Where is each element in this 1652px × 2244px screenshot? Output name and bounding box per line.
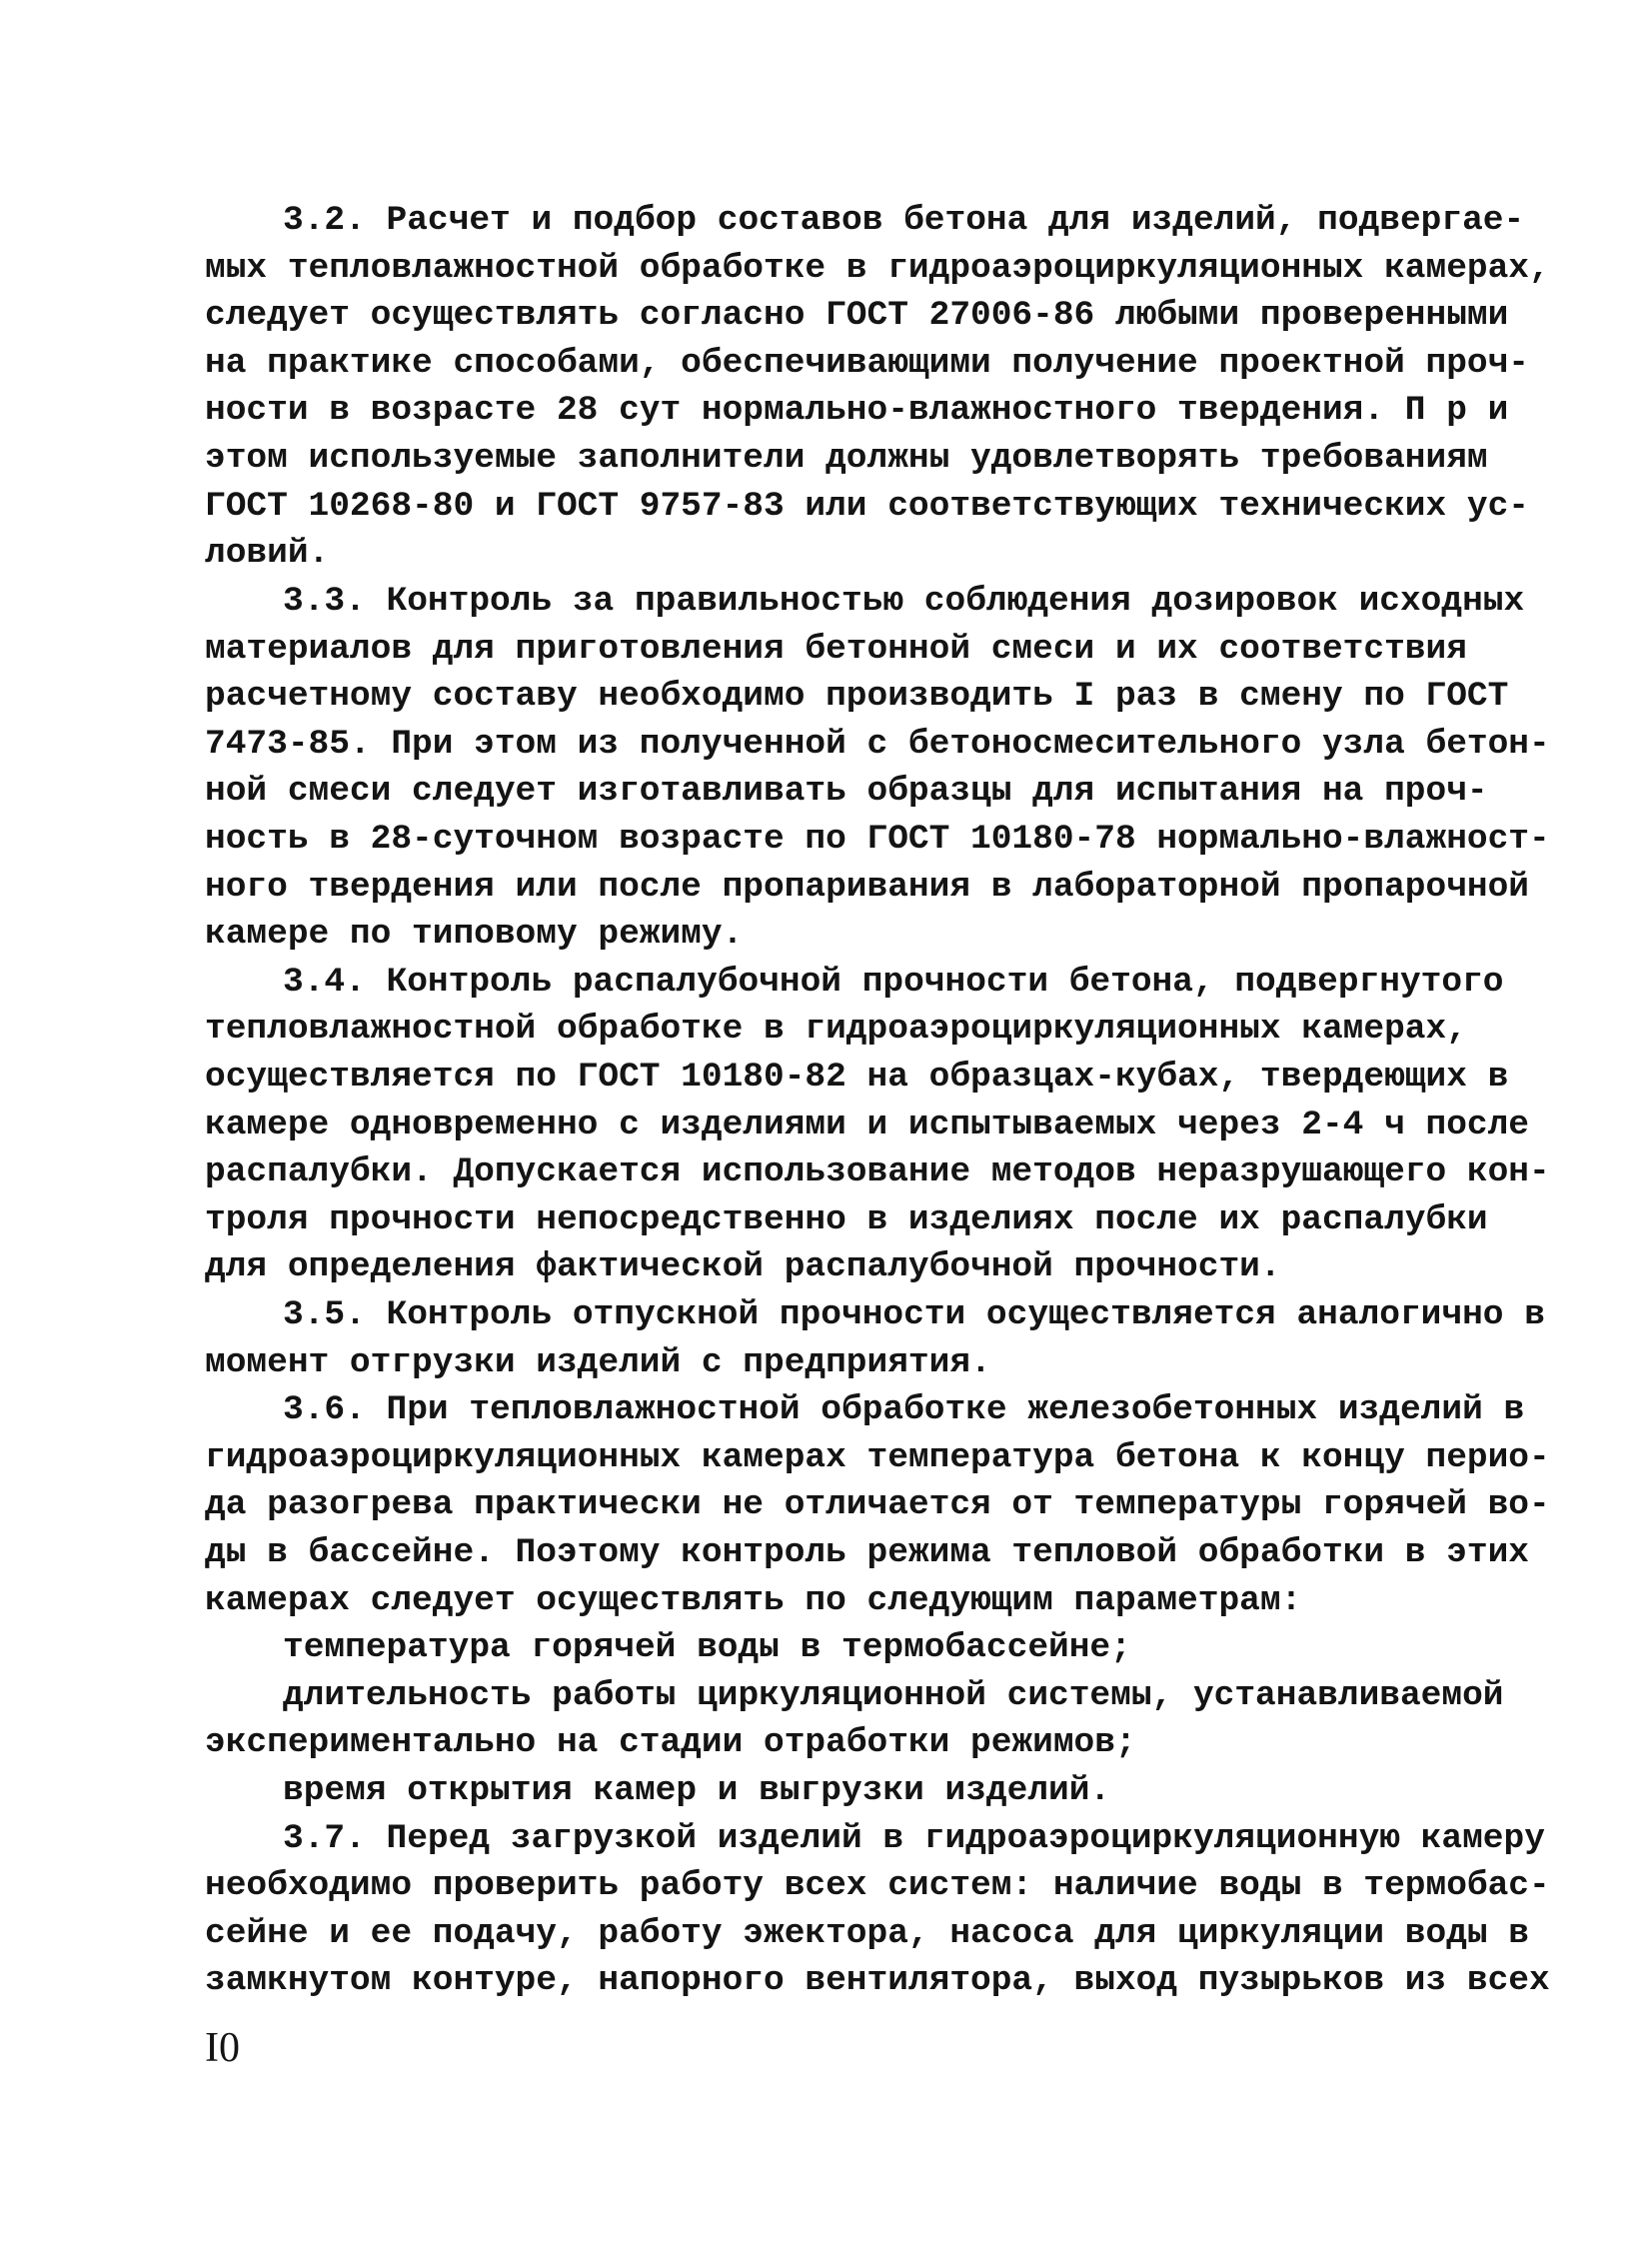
text-line: 3.6. При тепловлажностной обработке железобетонных изделий в — [283, 1390, 1525, 1429]
text-line: для определения фактической распалубочной прочности. — [205, 1247, 1281, 1286]
text-line: 3.3. Контроль за правильностью соблюдения дозировок исходных — [283, 582, 1525, 621]
text-line: ного твердения или после пропаривания в лабораторной пропарочной — [205, 868, 1530, 907]
text-line: 3.4. Контроль распалубочной прочности бетона, подвергнутого — [283, 963, 1504, 1002]
text-line: момент отгрузки изделий с предприятия. — [205, 1343, 991, 1382]
text-line: ности в возрасте 28 сут нормально-влажностного твердения. П р и — [205, 391, 1509, 430]
text-line: 3.7. Перед загрузкой изделий в гидроаэроциркуляционную камеру — [283, 1819, 1545, 1858]
text-line: распалубки. Допускается использование методов неразрушающего кон- — [205, 1152, 1550, 1191]
text-line: камерах следует осуществлять по следующим параметрам: — [205, 1581, 1302, 1620]
page-number: I0 — [205, 2025, 240, 2071]
text-line: необходимо проверить работу всех систем: наличие воды в термобас- — [205, 1866, 1550, 1905]
text-line: 7473-85. При этом из полученной с бетоносмесительного узла бетон- — [205, 725, 1550, 764]
text-line: экспериментально на стадии отработки режимов; — [205, 1723, 1136, 1762]
text-line: ГОСТ 10268-80 и ГОСТ 9757-83 или соответствующих технических ус- — [205, 487, 1530, 526]
text-line: мых тепловлажностной обработке в гидроаэроциркуляционных камерах, — [205, 249, 1550, 288]
text-line: 3.2. Расчет и подбор составов бетона для изделий, подвергае- — [283, 201, 1525, 240]
text-line: следует осуществлять согласно ГОСТ 27006-86 любыми проверенными — [205, 296, 1509, 335]
text-line: расчетному составу необходимо производить I раз в смену по ГОСТ — [205, 677, 1509, 716]
text-line: 3.5. Контроль отпускной прочности осуществляется аналогично в — [283, 1295, 1545, 1334]
text-line: ды в бассейне. Поэтому контроль режима тепловой обработки в этих — [205, 1533, 1530, 1572]
text-line: сейне и ее подачу, работу эжектора, насоса для циркуляции воды в — [205, 1914, 1530, 1953]
text-line: троля прочности непосредственно в изделиях после их распалубки — [205, 1200, 1488, 1239]
text-line: камере одновременно с изделиями и испытываемых через 2-4 ч после — [205, 1106, 1530, 1144]
text-line: гидроаэроциркуляционных камерах температура бетона к концу перио- — [205, 1438, 1550, 1477]
text-line: да разогрева практически не отличается от температуры горячей во- — [205, 1485, 1550, 1524]
text-line: ной смеси следует изготавливать образцы для испытания на проч- — [205, 772, 1488, 811]
text-line: осуществляется по ГОСТ 10180-82 на образцах-кубах, твердеющих в — [205, 1058, 1509, 1097]
text-line: ность в 28-суточном возрасте по ГОСТ 10180-78 нормально-влажност- — [205, 820, 1550, 859]
text-line: ловий. — [205, 534, 330, 573]
text-line: длительность работы циркуляционной системы, устанавливаемой — [283, 1676, 1504, 1715]
text-line: замкнутом контуре, напорного вентилятора, выход пузырьков из всех — [205, 1961, 1550, 2000]
text-line: этом используемые заполнители должны удовлетворять требованиям — [205, 439, 1488, 478]
text-line: на практике способами, обеспечивающими получение проектной проч- — [205, 344, 1530, 383]
text-line: температура горячей воды в термобассейне; — [283, 1628, 1131, 1667]
text-line: материалов для приготовления бетонной смеси и их соответствия — [205, 630, 1467, 669]
text-line: тепловлажностной обработке в гидроаэроциркуляционных камерах, — [205, 1010, 1467, 1049]
text-line: время открытия камер и выгрузки изделий. — [283, 1771, 1111, 1810]
text-line: камере по типовому режиму. — [205, 915, 744, 954]
